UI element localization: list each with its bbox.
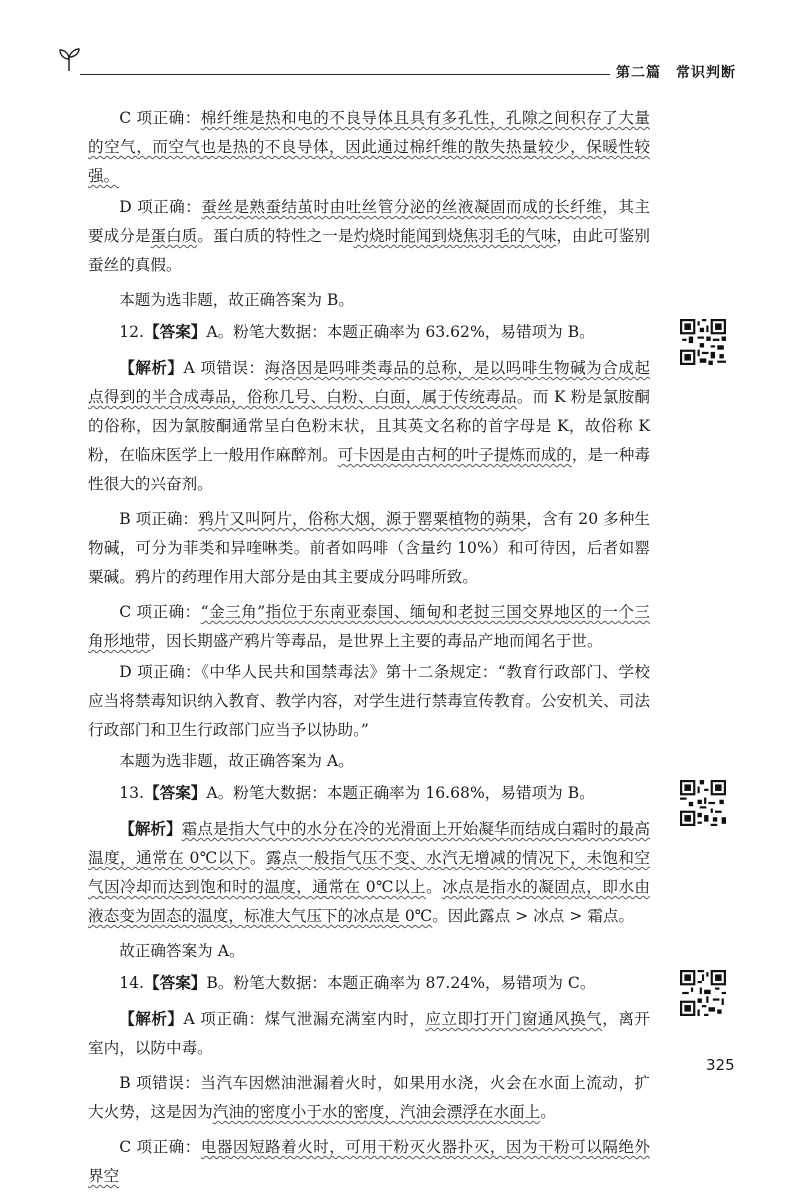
paragraph: 本题为选非题，故正确答案为 A。: [119, 752, 354, 770]
paragraph: B 项错误：当汽车因燃油泄漏着火时，如果用水浇，火会在水面上流动，扩大火势，这是因为汽油的密度小于水的密度，汽油会漂浮在水面上。: [88, 1074, 650, 1121]
paragraph: 【解析】A 项正确：煤气泄漏充满室内时，应立即打开门窗通风换气，离开室内，以防中毒。: [88, 1009, 650, 1057]
qr-code-icon[interactable]: [680, 319, 726, 365]
paragraph: D 项正确：《中华人民共和国禁毒法》第十二条规定：“教育行政部门、学校应当将禁毒知识纳入教育、教学内容，对学生进行禁毒宣传教育。公安机关、司法行政部门和卫生行政部门应当予以协助。”: [88, 663, 650, 739]
chapter-title: 第二篇 常识判断: [616, 65, 736, 81]
paragraph: D 项正确：蚕丝是熟蚕结茧时由吐丝管分泌的丝液凝固而成的长纤维，其主要成分是蛋白质。蛋白质的特性之一是灼烧时能闻到烧焦羽毛的气味，由此可鉴别蚕丝的真假。: [88, 198, 650, 274]
qr-code-icon[interactable]: [680, 970, 726, 1016]
qr-code-icon[interactable]: [680, 780, 726, 826]
paragraph: C 项正确：电器因短路着火时，可用干粉灭火器扑灭，因为干粉可以隔绝外界空: [88, 1138, 650, 1185]
paragraph: 本题为选非题，故正确答案为 B。: [119, 291, 354, 309]
paragraph: 故正确答案为 A。: [119, 942, 245, 960]
answer-line: 12.【答案】A。粉笔大数据：本题正确率为 63.62%，易错项为 B。: [88, 317, 650, 347]
paragraph: 【解析】霜点是指大气中的水分在冷的光滑面上开始凝华而结成白霜时的最高温度，通常在 0℃以下。露点一般指气压不变、水汽无增减的情况下，未饱和空气因冷却而达到饱和时的温度，通常在 0℃以上。冰点是指水的凝固点，即水由液态变为固态的温度，标准大气压下的冰点是 0℃。因此露点 > 冰点 > 霜点。: [88, 819, 650, 925]
paragraph: 【解析】A 项错误：海洛因是吗啡类毒品的总称，是以吗啡生物碱为合成起点得到的半合成毒品，俗称几号、白粉、白面，属于传统毒品。而 K 粉是氯胺酮的俗称，因为氯胺酮通常呈白色粉末状，且其英文名称的首字母是 K，故俗称 K 粉，在临床医学上一般用作麻醉剂。可卡因是由古柯的叶子提炼而成的，是一种毒性很大的兴奋剂。: [88, 358, 650, 493]
paragraph: C 项正确：棉纤维是热和电的不良导体且具有多孔性，孔隙之间积存了大量的空气，而空气也是热的不良导体，因此通过棉纤维的散失热量较少，保暖性较强。: [88, 109, 650, 185]
header-rule: [80, 74, 610, 75]
paragraph: C 项正确：“金三角”指位于东南亚泰国、缅甸和老挝三国交界地区的一个三角形地带，因长期盛产鸦片等毒品，是世界上主要的毒品产地而闻名于世。: [88, 603, 651, 650]
paragraph: B 项正确：鸦片又叫阿片，俗称大烟，源于罂粟植物的蒴果，含有 20 多种生物碱，可分为菲类和异喹啉类。前者如吗啡（含量约 10%）和可待因，后者如罂粟碱。鸦片的药理作用大部分是由其主要成分吗啡所致。: [88, 510, 650, 586]
answer-line: 13.【答案】A。粉笔大数据：本题正确率为 16.68%，易错项为 B。: [88, 778, 650, 808]
page-content: [88, 104, 650, 1197]
sprout-icon: [58, 46, 80, 72]
page-number: 325: [706, 1056, 735, 1074]
answer-line: 14.【答案】B。粉笔大数据：本题正确率为 87.24%，易错项为 C。: [88, 968, 650, 998]
